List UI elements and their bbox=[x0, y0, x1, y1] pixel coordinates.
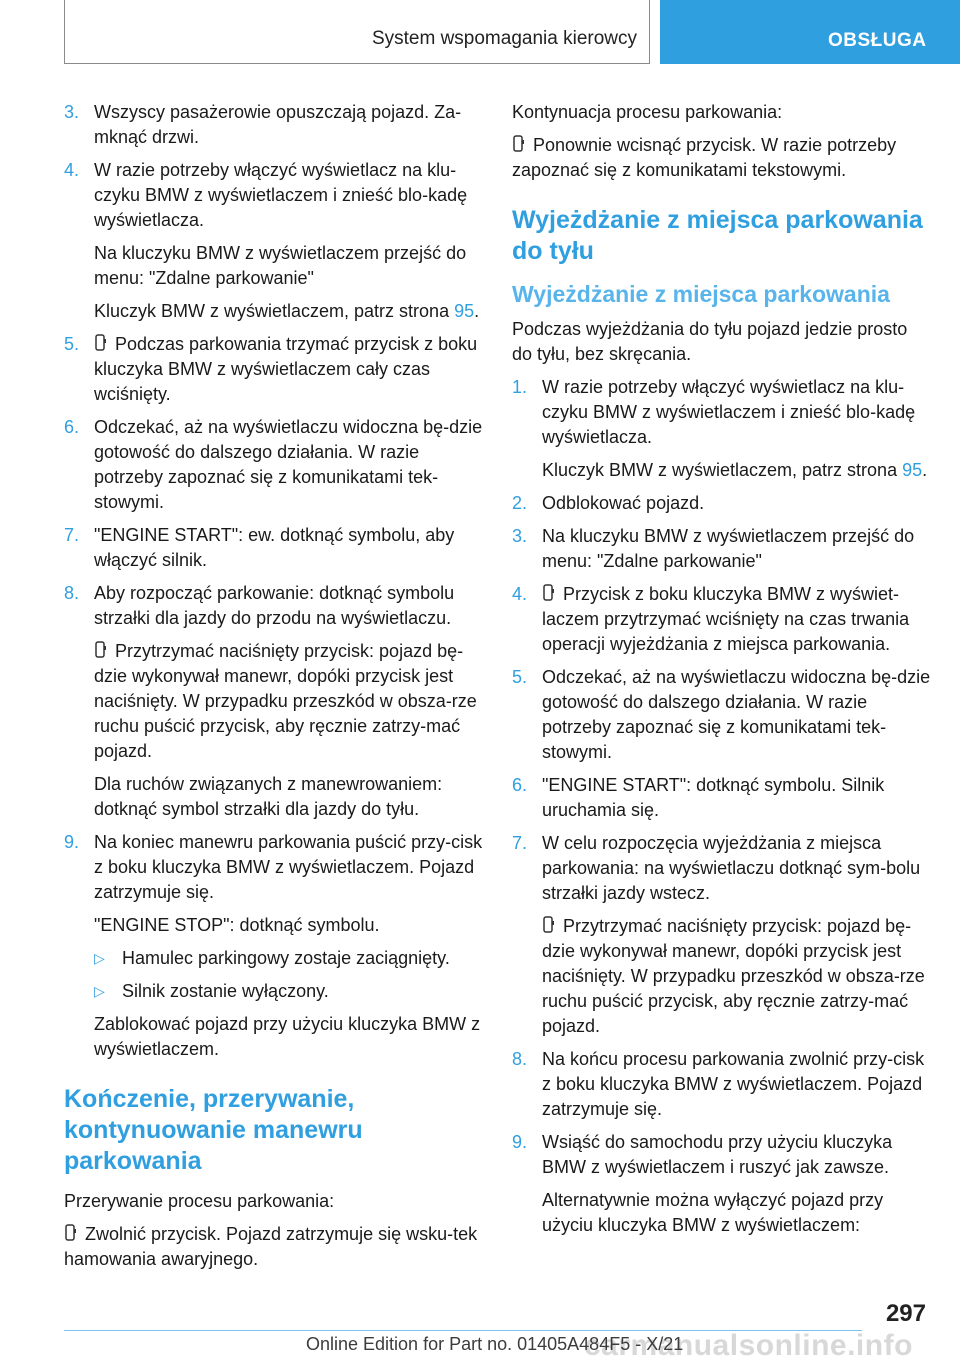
step-number: 2. bbox=[512, 493, 528, 513]
list-item bbox=[512, 665, 932, 765]
punctuation: . bbox=[922, 460, 928, 480]
list-item bbox=[512, 1047, 932, 1122]
section-heading: Kończenie, przerywanie, kontynuowanie manewru parkowania bbox=[64, 1085, 363, 1175]
subsection-heading: Wyjeżdżanie z miejsca parkowania bbox=[512, 281, 890, 307]
section-tab-label: OBSŁUGA bbox=[828, 30, 927, 51]
step-number: 9. bbox=[512, 1132, 528, 1152]
triangle-bullet-icon: ▷ bbox=[94, 983, 105, 999]
step-text-wrap bbox=[542, 582, 932, 657]
step-text-wrap bbox=[94, 332, 484, 407]
step-note bbox=[542, 914, 932, 1039]
step-number: 3. bbox=[512, 526, 528, 546]
step-number: 5. bbox=[64, 334, 80, 354]
step-number: 1. bbox=[512, 377, 528, 397]
key-remote-icon bbox=[94, 641, 107, 659]
paragraph-wrap bbox=[64, 1222, 484, 1272]
step-note: Dla ruchów związanych z manewrowaniem: dotknąć symbol strzałki dla jazdy do tyłu. bbox=[94, 774, 443, 819]
step-number: 4. bbox=[64, 160, 80, 180]
list-item bbox=[512, 524, 932, 574]
list-item bbox=[512, 831, 932, 1039]
key-remote-icon bbox=[542, 584, 555, 602]
watermark-logo: carmanualsonline.info bbox=[584, 1329, 913, 1362]
step-number: 6. bbox=[64, 417, 80, 437]
paragraph: Kontynuacja procesu parkowania: bbox=[512, 102, 783, 122]
list-item bbox=[64, 158, 484, 324]
step-text: Odczekać, aż na wyświetlaczu widoczna bę-dzie gotowość do dalszego działania. W razie potrzeby zapoznać się z komunikatami tek-stowymi. bbox=[94, 417, 483, 512]
step-number: 8. bbox=[512, 1049, 528, 1069]
list-item bbox=[64, 100, 484, 150]
step-number: 4. bbox=[512, 584, 528, 604]
key-remote-icon bbox=[64, 1224, 77, 1242]
step-note bbox=[542, 458, 932, 483]
step-text: Na kluczyku BMW z wyświetlaczem przejść do menu: "Zdalne parkowanie" bbox=[542, 526, 915, 571]
punctuation: . bbox=[474, 301, 480, 321]
paragraph-wrap bbox=[512, 133, 932, 183]
step-number: 5. bbox=[512, 667, 528, 687]
step-text: Podczas parkowania trzymać przycisk z boku kluczyka BMW z wyświetlaczem cały czas wciśnięty. bbox=[94, 334, 478, 404]
step-text: Wsiąść do samochodu przy użyciu kluczyka BMW z wyświetlaczem i ruszyć jak zawsze. bbox=[542, 1132, 893, 1177]
step-note-text: Przytrzymać naciśnięty przycisk: pojazd bę-dzie wykonywał manewr, dopóki przycisk jest naciśnięty. W przypadku przeszkód w obsza-rze ruchu puścić przycisk, aby ręcznie zatrzy-mać pojazd. bbox=[94, 641, 477, 761]
step-note-text: Kluczyk BMW z wyświetlaczem, patrz strona bbox=[94, 301, 450, 321]
paragraph: Ponownie wcisnąć przycisk. W razie potrzeby zapoznać się z komunikatami tekstowymi. bbox=[512, 135, 897, 180]
header-bar bbox=[64, 0, 650, 64]
paragraph: Zwolnić przycisk. Pojazd zatrzymuje się wsku-tek hamowania awaryjnego. bbox=[64, 1224, 478, 1269]
step-number: 8. bbox=[64, 583, 80, 603]
step-note bbox=[94, 639, 484, 764]
step-number: 3. bbox=[64, 102, 80, 122]
step-note: Alternatywnie można wyłączyć pojazd przy użyciu kluczyka BMW z wyświetlaczem: bbox=[542, 1190, 884, 1235]
list-item bbox=[512, 582, 932, 657]
right-column bbox=[512, 100, 932, 1246]
step-number: 7. bbox=[512, 833, 528, 853]
step-note-text: Kluczyk BMW z wyświetlaczem, patrz strona bbox=[542, 460, 898, 480]
header-title: System wspomagania kierowcy bbox=[371, 28, 637, 49]
triangle-bullet-icon: ▷ bbox=[94, 950, 105, 966]
step-text: "ENGINE START": dotknąć symbolu. Silnik uruchamia się. bbox=[542, 775, 885, 820]
step-number: 6. bbox=[512, 775, 528, 795]
section-tab bbox=[660, 0, 960, 64]
step-note: "ENGINE STOP": dotknąć symbolu. bbox=[94, 915, 380, 935]
step-number: 9. bbox=[64, 832, 80, 852]
page-number: 297 bbox=[885, 1300, 926, 1327]
page-link[interactable]: 95 bbox=[454, 301, 475, 321]
step-note: Zablokować pojazd przy użyciu kluczyka BMW z wyświetlaczem. bbox=[94, 1014, 481, 1059]
list-item bbox=[512, 1130, 932, 1238]
step-note-text: Przytrzymać naciśnięty przycisk: pojazd bę-dzie wykonywał manewr, dopóki przycisk jest naciśnięty. W przypadku przeszkód w obsza-rze ruchu puścić przycisk, aby ręcznie zatrzy-mać pojazd. bbox=[542, 916, 925, 1036]
list-item bbox=[64, 332, 484, 407]
step-note: Na kluczyku BMW z wyświetlaczem przejść do menu: "Zdalne parkowanie" bbox=[94, 243, 467, 288]
step-text: Odczekać, aż na wyświetlaczu widoczna bę-dzie gotowość do dalszego działania. W razie potrzeby zapoznać się z komunikatami tek-stowymi. bbox=[542, 667, 931, 762]
list-item bbox=[64, 415, 484, 515]
step-number: 7. bbox=[64, 525, 80, 545]
paragraph: Podczas wyjeżdżania do tyłu pojazd jedzie prosto do tyłu, bez skręcania. bbox=[512, 319, 908, 364]
list-item bbox=[64, 581, 484, 822]
key-remote-icon bbox=[512, 135, 525, 153]
step-text: Na końcu procesu parkowania zwolnić przy-cisk z boku kluczyka BMW z wyświetlaczem. Pojazd zatrzymuje się. bbox=[542, 1049, 925, 1119]
bullet-item bbox=[94, 946, 484, 971]
list-item bbox=[64, 523, 484, 573]
step-text: Aby rozpocząć parkowanie: dotknąć symbolu strzałki dla jazdy do przodu na wyświetlaczu. bbox=[94, 583, 455, 628]
section-heading: Wyjeżdżanie z miejsca parkowania do tyłu bbox=[512, 206, 923, 265]
step-text: Przycisk z boku kluczyka BMW z wyświet-laczem przytrzymać wciśnięty na czas trwania operacji wyjeżdżania z miejsca parkowania. bbox=[542, 584, 910, 654]
step-text: W razie potrzeby włączyć wyświetlacz na klu-czyku BMW z wyświetlaczem i znieść blo-kadę wyświetlacza. bbox=[94, 160, 468, 230]
key-remote-icon bbox=[542, 916, 555, 934]
step-text: W celu rozpoczęcia wyjeżdżania z miejsca parkowania: na wyświetlaczu dotknąć sym-bolu strzałki jazdy wstecz. bbox=[542, 833, 921, 903]
key-remote-icon bbox=[94, 334, 107, 352]
step-text: "ENGINE START": ew. dotknąć symbolu, aby włączyć silnik. bbox=[94, 525, 455, 570]
list-item bbox=[512, 375, 932, 483]
left-column bbox=[64, 100, 484, 1280]
step-text: Wszyscy pasażerowie opuszczają pojazd. Za-mknąć drzwi. bbox=[94, 102, 462, 147]
list-item bbox=[512, 773, 932, 823]
bullet-text: Silnik zostanie wyłączony. bbox=[122, 981, 329, 1001]
list-item bbox=[512, 491, 932, 516]
step-note bbox=[94, 299, 484, 324]
step-text: Na koniec manewru parkowania puścić przy-cisk z boku kluczyka BMW z wyświetlaczem. Pojazd zatrzymuje się. bbox=[94, 832, 483, 902]
list-item bbox=[64, 830, 484, 1062]
footer-edition: Online Edition for Part no. 01405A484F5 - X/21 bbox=[306, 1334, 684, 1354]
step-text: Odblokować pojazd. bbox=[542, 493, 705, 513]
step-text: W razie potrzeby włączyć wyświetlacz na klu-czyku BMW z wyświetlaczem i znieść blo-kadę wyświetlacza. bbox=[542, 377, 916, 447]
bullet-item bbox=[94, 979, 484, 1004]
paragraph: Przerywanie procesu parkowania: bbox=[64, 1191, 335, 1211]
bullet-text: Hamulec parkingowy zostaje zaciągnięty. bbox=[122, 948, 450, 968]
page-link[interactable]: 95 bbox=[902, 460, 923, 480]
